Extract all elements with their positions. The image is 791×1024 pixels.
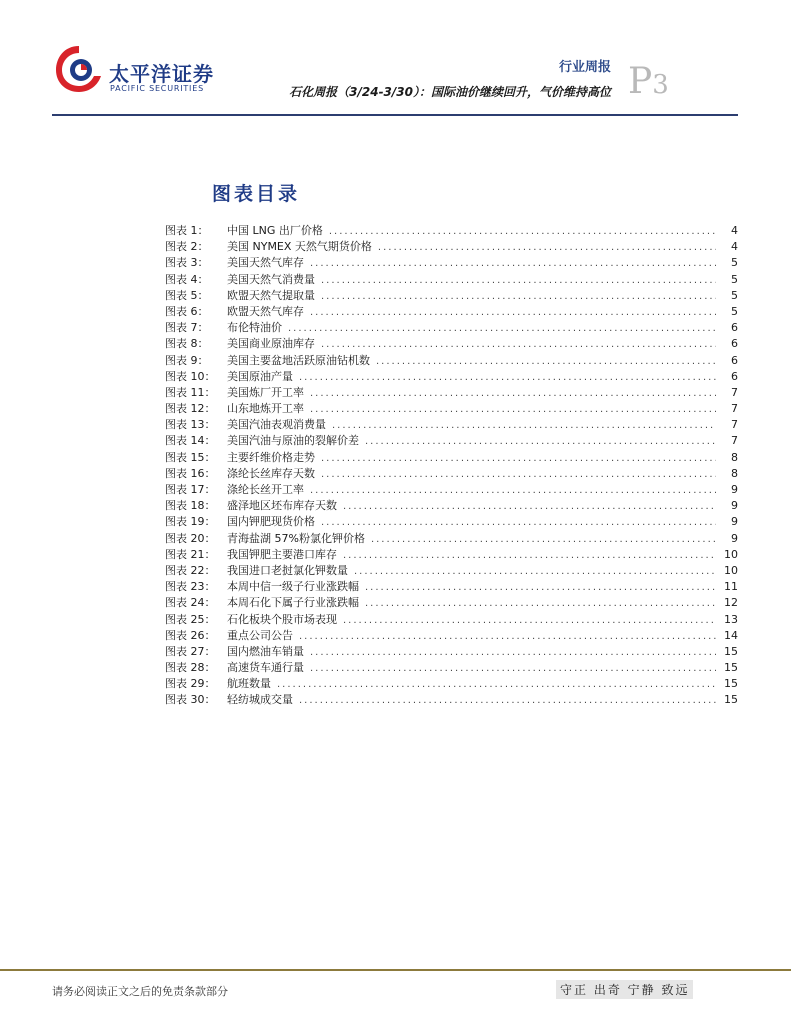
toc-entry-label: 图表 23： — [165, 580, 216, 594]
toc-entry-title: 山东地炼开工率 — [227, 402, 304, 416]
toc-entry-label: 图表 28： — [165, 661, 216, 675]
page-letter: P — [628, 61, 653, 102]
toc-entry-title: 国内燃油车销量 — [227, 644, 304, 658]
toc-entry-title: 欧盟天然气库存 — [227, 304, 304, 318]
toc-entry[interactable] — [165, 319, 738, 335]
toc-entry-page: 8 — [731, 450, 738, 464]
toc-leader-dots — [321, 469, 716, 480]
toc-entry[interactable] — [165, 254, 738, 270]
toc-leader-dots — [371, 534, 716, 545]
toc-leader-dots — [277, 679, 716, 690]
footer-disclaimer: 请务必阅读正文之后的免责条款部分 — [52, 985, 228, 998]
toc-leader-dots — [310, 404, 716, 415]
toc-entry-title: 重点公司公告 — [227, 628, 293, 642]
toc-leader-dots — [343, 615, 716, 626]
toc-entry[interactable] — [165, 659, 738, 675]
toc-leader-dots — [310, 258, 716, 269]
toc-entry-label: 图表 26： — [165, 628, 216, 642]
toc-entry-page: 8 — [731, 466, 738, 480]
toc-entry[interactable] — [165, 303, 738, 319]
toc-leader-dots — [310, 307, 716, 318]
toc-entry-page: 7 — [731, 385, 738, 399]
toc-entry[interactable] — [165, 675, 738, 691]
toc-entry-page: 13 — [724, 612, 738, 626]
toc-entry[interactable] — [165, 368, 738, 384]
toc-entry-label: 图表 19： — [165, 515, 216, 529]
toc-leader-dots — [288, 323, 716, 334]
toc-entry-page: 4 — [731, 224, 738, 237]
toc-entry-label: 图表 9： — [165, 353, 209, 367]
toc-entry-title: 石化板块个股市场表现 — [227, 612, 337, 626]
toc-entry[interactable] — [165, 335, 738, 351]
toc-list — [165, 222, 738, 708]
toc-entry[interactable] — [165, 497, 738, 513]
header-divider — [52, 114, 738, 116]
toc-entry-page: 7 — [731, 402, 738, 416]
toc-entry[interactable] — [165, 449, 738, 465]
toc-entry-title: 涤纶长丝开工率 — [227, 483, 304, 496]
toc-entry-page: 15 — [724, 693, 738, 707]
toc-leader-dots — [365, 598, 716, 609]
toc-entry-page: 7 — [731, 418, 738, 432]
toc-leader-dots — [310, 485, 716, 496]
toc-entry-label: 图表 14： — [165, 434, 216, 448]
toc-entry-title: 欧盟天然气提取量 — [227, 288, 315, 302]
toc-leader-dots — [299, 372, 716, 383]
toc-entry-page: 15 — [724, 661, 738, 675]
toc-entry[interactable] — [165, 530, 738, 546]
toc-entry-title: 美国主要盆地活跃原油钻机数 — [227, 353, 370, 367]
toc-entry[interactable] — [165, 562, 738, 578]
toc-entry-title: 中国 LNG 出厂价格 — [227, 224, 323, 237]
toc-leader-dots — [299, 631, 716, 642]
toc-entry-title: 本周中信一级子行业涨跌幅 — [227, 580, 359, 594]
toc-entry-title: 盛泽地区坯布库存天数 — [227, 499, 337, 513]
toc-entry-title: 美国天然气库存 — [227, 256, 304, 270]
toc-leader-dots — [310, 663, 716, 674]
toc-entry-label: 图表 4： — [165, 272, 209, 286]
brand-name-cn: 太平洋证券 — [109, 62, 214, 86]
toc-leader-dots — [310, 388, 716, 399]
toc-entry[interactable] — [165, 271, 738, 287]
toc-entry-title: 航班数量 — [227, 677, 271, 691]
toc-entry-label: 图表 21： — [165, 547, 216, 561]
toc-entry[interactable] — [165, 611, 738, 627]
toc-entry-label: 图表 1： — [165, 224, 209, 237]
footer-divider — [0, 969, 791, 971]
toc-entry[interactable] — [165, 432, 738, 448]
toc-entry-label: 图表 3： — [165, 256, 209, 270]
toc-entry-label: 图表 7： — [165, 321, 209, 335]
toc-entry[interactable] — [165, 238, 738, 254]
toc-entry-label: 图表 25： — [165, 612, 216, 626]
toc-entry-page: 5 — [731, 272, 738, 286]
toc-entry-label: 图表 18： — [165, 499, 216, 513]
logo-icon — [52, 42, 106, 96]
toc-entry-title: 美国汽油与原油的裂解价差 — [227, 434, 359, 448]
toc-leader-dots — [310, 647, 716, 658]
toc-entry-label: 图表 6： — [165, 304, 209, 318]
toc-entry[interactable] — [165, 287, 738, 303]
toc-entry-label: 图表 10： — [165, 369, 216, 383]
toc-leader-dots — [332, 420, 716, 431]
toc-entry-page: 10 — [724, 547, 738, 561]
toc-entry-title: 美国天然气消费量 — [227, 272, 315, 286]
toc-entry-page: 6 — [731, 369, 738, 383]
toc-entry-title: 布伦特油价 — [227, 321, 282, 335]
page-digit: 3 — [652, 70, 669, 100]
toc-entry-page: 9 — [731, 515, 738, 529]
toc-leader-dots — [365, 436, 716, 447]
toc-entry[interactable] — [165, 481, 738, 497]
toc-entry-label: 图表 5： — [165, 288, 209, 302]
toc-entry-label: 图表 24： — [165, 596, 216, 610]
toc-leader-dots — [378, 242, 716, 253]
toc-leader-dots — [376, 356, 716, 367]
toc-entry-title: 高速货车通行量 — [227, 661, 304, 675]
toc-entry-page: 15 — [724, 644, 738, 658]
toc-entry-page: 5 — [731, 304, 738, 318]
toc-entry[interactable] — [165, 465, 738, 481]
toc-leader-dots — [343, 550, 716, 561]
toc-entry-label: 图表 13： — [165, 418, 216, 432]
toc-entry-title: 本周石化下属子行业涨跌幅 — [227, 596, 359, 610]
toc-entry-page: 5 — [731, 288, 738, 302]
toc-entry[interactable] — [165, 416, 738, 432]
toc-heading: 图表目录 — [212, 183, 301, 205]
toc-entry-title: 美国 NYMEX 天然气期货价格 — [227, 240, 372, 254]
toc-entry[interactable] — [165, 513, 738, 529]
toc-entry-label: 图表 22： — [165, 563, 216, 577]
toc-entry-page: 6 — [731, 353, 738, 367]
toc-entry-title: 青海盐湖 57%粉氯化钾价格 — [227, 531, 365, 545]
toc-entry-title: 我国钾肥主要港口库存 — [227, 547, 337, 561]
toc-entry-page: 15 — [724, 677, 738, 691]
toc-entry-label: 图表 15： — [165, 450, 216, 464]
toc-entry-title: 国内钾肥现货价格 — [227, 515, 315, 529]
toc-entry-label: 图表 11： — [165, 385, 216, 399]
toc-entry-label: 图表 12： — [165, 402, 216, 416]
toc-entry-title: 美国商业原油库存 — [227, 337, 315, 351]
toc-entry[interactable] — [165, 578, 738, 594]
page-number — [628, 61, 669, 102]
toc-leader-dots — [321, 453, 716, 464]
toc-entry-label: 图表 8： — [165, 337, 209, 351]
toc-leader-dots — [321, 517, 716, 528]
report-type: 行业周报 — [558, 60, 611, 75]
footer-motto: 守正 出奇 宁静 致远 — [556, 980, 693, 999]
toc-leader-dots — [321, 291, 716, 302]
toc-entry-title: 美国汽油表观消费量 — [227, 418, 326, 432]
toc-entry-page: 6 — [731, 337, 738, 351]
toc-entry-label: 图表 20： — [165, 531, 216, 545]
toc-entry-title: 我国进口老挝氯化钾数量 — [227, 563, 348, 577]
toc-entry-label: 图表 2： — [165, 240, 209, 254]
toc-entry-title: 美国炼厂开工率 — [227, 385, 304, 399]
toc-entry-page: 11 — [724, 580, 738, 594]
toc-entry[interactable] — [165, 384, 738, 400]
report-title: 石化周报（3/24-3/30）：国际油价继续回升，气价维持高位 — [289, 85, 611, 99]
toc-leader-dots — [343, 501, 716, 512]
toc-entry-label: 图表 30： — [165, 693, 216, 707]
toc-entry[interactable] — [165, 627, 738, 643]
toc-entry-page: 7 — [731, 434, 738, 448]
toc-entry-page: 10 — [724, 563, 738, 577]
toc-entry-page: 14 — [724, 628, 738, 642]
toc-leader-dots — [321, 339, 716, 350]
brand-name-en: PACIFIC SECURITIES — [110, 84, 204, 93]
toc-entry-page: 9 — [731, 499, 738, 513]
toc-leader-dots — [329, 226, 716, 237]
toc-entry[interactable] — [165, 400, 738, 416]
toc-entry[interactable] — [165, 352, 738, 368]
toc-entry-title: 轻纺城成交量 — [227, 693, 293, 707]
toc-entry-title: 美国原油产量 — [227, 369, 293, 383]
toc-entry-page: 9 — [731, 483, 738, 496]
toc-leader-dots — [365, 582, 716, 593]
toc-entry-page: 12 — [724, 596, 738, 610]
toc-entry-page: 4 — [731, 240, 738, 254]
toc-entry[interactable] — [165, 643, 738, 659]
toc-entry-label: 图表 16： — [165, 466, 216, 480]
toc-entry-page: 6 — [731, 321, 738, 335]
toc-entry-page: 5 — [731, 256, 738, 270]
toc-entry[interactable] — [165, 546, 738, 562]
toc-entry[interactable] — [165, 594, 738, 610]
toc-leader-dots — [354, 566, 716, 577]
toc-entry[interactable] — [165, 691, 738, 707]
toc-entry-label: 图表 17： — [165, 483, 216, 496]
toc-entry-title: 主要纤维价格走势 — [227, 450, 315, 464]
toc-leader-dots — [299, 695, 716, 706]
toc-entry-title: 涤纶长丝库存天数 — [227, 466, 315, 480]
toc-entry[interactable] — [165, 222, 738, 238]
toc-entry-label: 图表 29： — [165, 677, 216, 691]
toc-entry-label: 图表 27： — [165, 644, 216, 658]
toc-leader-dots — [321, 275, 716, 286]
toc-entry-page: 9 — [731, 531, 738, 545]
company-logo — [52, 42, 106, 96]
